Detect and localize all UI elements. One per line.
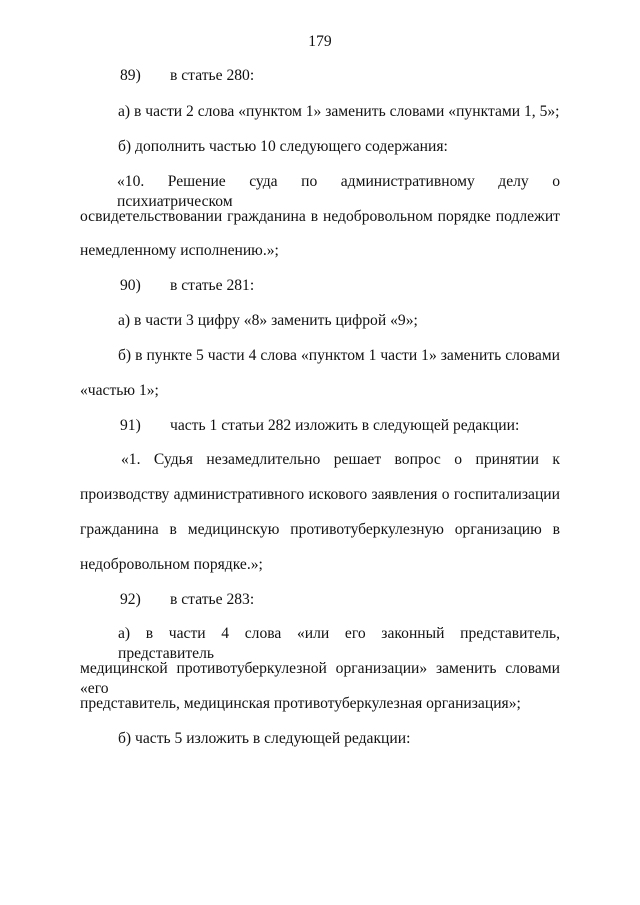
- quote-10-line-1: «10. Решение суда по административному делу о психиатрическом: [117, 173, 560, 210]
- paragraph-89b: б) дополнить частью 10 следующего содержания:: [118, 138, 448, 155]
- item-heading-92: в статье 283:: [170, 591, 255, 608]
- paragraph-89a: а) в части 2 слова «пунктом 1» заменить словами «пунктами 1, 5»;: [118, 103, 560, 120]
- paragraph-92b: б) часть 5 изложить в следующей редакции:: [118, 730, 411, 747]
- item-number-89: 89): [120, 67, 141, 84]
- paragraph-90b-line-1: б) в пункте 5 части 4 слова «пунктом 1 части 1» заменить словами: [118, 347, 560, 364]
- item-number-91: 91): [120, 417, 141, 434]
- page-number: 179: [308, 33, 332, 50]
- paragraph-90b-line-2: «частью 1»;: [80, 382, 159, 399]
- item-heading-89: в статье 280:: [170, 67, 255, 84]
- quote-1-line-1: «1. Судья незамедлительно решает вопрос о принятии к: [121, 451, 560, 468]
- item-heading-91: часть 1 статьи 282 изложить в следующей редакции:: [170, 417, 520, 434]
- quote-1-line-3: гражданина в медицинскую противотуберкулезную организацию в: [80, 521, 560, 538]
- item-number-92: 92): [120, 591, 141, 608]
- paragraph-92a-line-1: а) в части 4 слова «или его законный представитель, представитель: [118, 625, 560, 662]
- quote-1-line-4: недобровольном порядке.»;: [80, 556, 263, 573]
- paragraph-92a-line-2: медицинской противотуберкулезной организации» заменить словами «его: [80, 660, 560, 697]
- quote-10-line-3: немедленному исполнению.»;: [80, 242, 279, 259]
- quote-1-line-2: производству административного искового заявления о госпитализации: [80, 486, 560, 503]
- paragraph-90a: а) в части 3 цифру «8» заменить цифрой «9»;: [118, 312, 418, 329]
- item-number-90: 90): [120, 277, 141, 294]
- item-heading-90: в статье 281:: [170, 277, 255, 294]
- quote-10-line-2: освидетельствовании гражданина в недобровольном порядке подлежит: [80, 208, 560, 225]
- paragraph-92a-line-3: представитель, медицинская противотуберкулезная организация»;: [80, 695, 521, 712]
